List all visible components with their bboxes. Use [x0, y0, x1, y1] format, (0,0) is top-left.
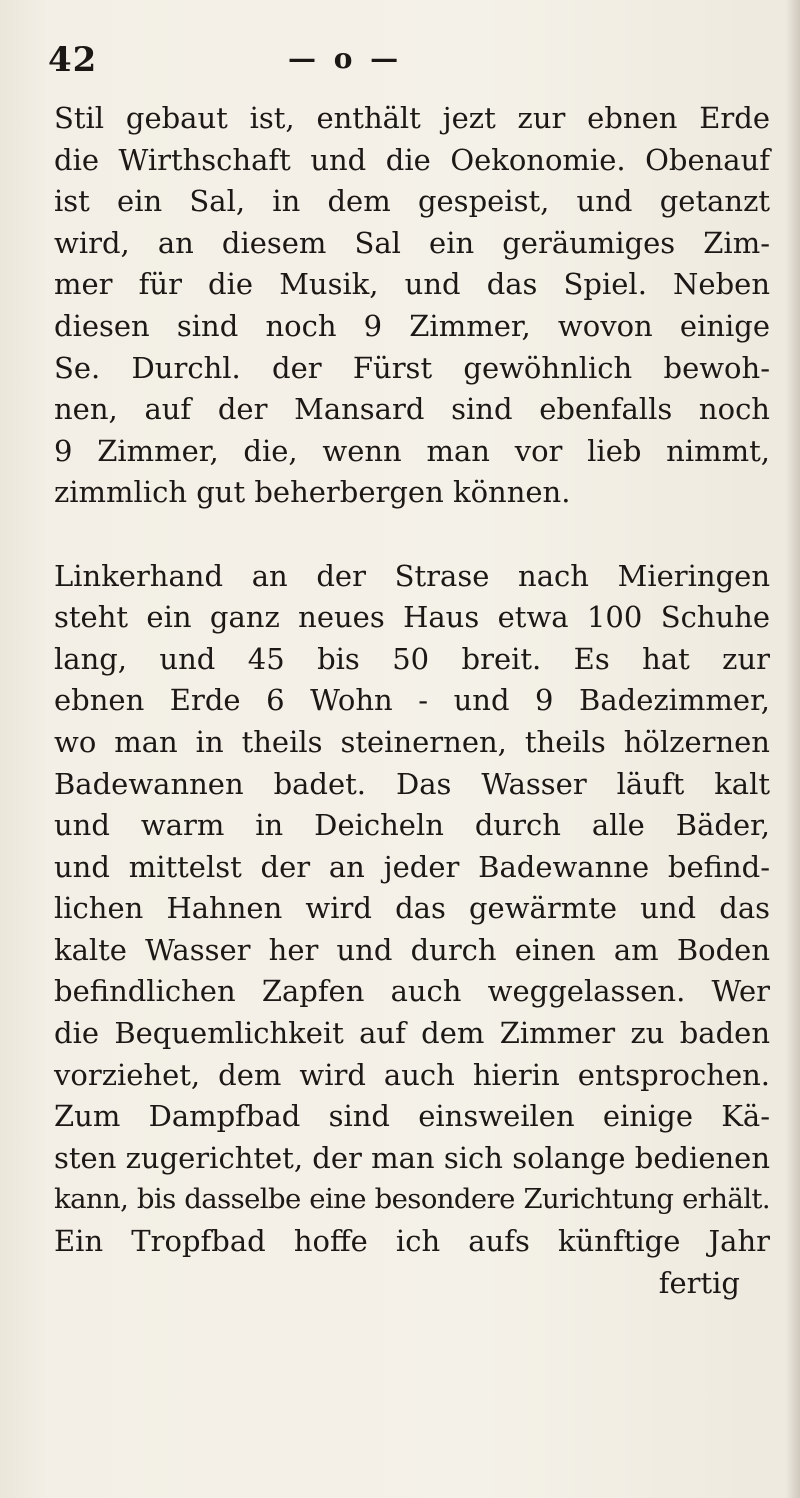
text-line: wird, an diesem Sal ein geräumiges Zim-	[54, 225, 770, 260]
text-line: und mittelst der an jeder Badewanne befind-	[54, 849, 770, 884]
text-line: Zum Dampfbad sind einsweilen einige Kä-	[54, 1099, 770, 1134]
text-line: Stil gebaut ist, enthält jezt zur ebnen Erde	[54, 101, 770, 135]
text-line: vorziehet, dem wird auch hierin entsprochen.	[54, 1057, 770, 1092]
text-line: Badewannen badet. Das Wasser läuft kalt	[54, 766, 770, 801]
text-line: Se. Durchl. der Fürst gewöhnlich bewoh-	[54, 350, 770, 385]
page-number: 42	[48, 40, 98, 80]
closing-word: fertig	[658, 1265, 740, 1300]
text-line: 9 Zimmer, die, wenn man vor lieb nimmt,	[54, 433, 770, 468]
page-header	[48, 40, 768, 90]
text-line: ebnen Erde 6 Wohn - und 9 Badezimmer,	[54, 683, 770, 718]
text-line: kalte Wasser her und durch einen am Boden	[54, 932, 770, 967]
text-line: die Bequemlichkeit auf dem Zimmer zu baden	[54, 1016, 770, 1051]
text-line: steht ein ganz neues Haus etwa 100 Schuhe	[54, 600, 770, 635]
body-text	[54, 98, 770, 1304]
text-line: mer für die Musik, und das Spiel. Neben	[54, 267, 770, 302]
text-line: ist ein Sal, in dem gespeist, und getanzt	[54, 184, 770, 219]
text-line: lang, und 45 bis 50 breit. Es hat zur	[54, 641, 770, 676]
paragraph-gap	[54, 514, 770, 556]
paragraph	[54, 98, 770, 514]
text-line: kann, bis dasselbe eine besondere Zurichtung erhält.	[54, 1183, 770, 1216]
text-line: wo man in theils steinernen, theils hölzernen	[54, 724, 770, 759]
page-edge-shadow	[786, 0, 800, 1498]
text-line: zimmlich gut beherbergen können.	[54, 475, 571, 510]
text-line: befindlichen Zapfen auch weggelassen. Wer	[54, 974, 770, 1009]
text-line: nen, auf der Mansard sind ebenfalls noch	[54, 392, 770, 427]
text-line: diesen sind noch 9 Zimmer, wovon einige	[54, 308, 770, 343]
text-line: lichen Hahnen wird das gewärmte und das	[54, 891, 770, 926]
text-line: Ein Tropfbad hoffe ich aufs künftige Jahr	[54, 1224, 770, 1259]
text-line: Linkerhand an der Strase nach Mieringen	[54, 558, 770, 593]
text-line: sten zugerichtet, der man sich solange bedienen	[54, 1140, 770, 1175]
paragraph	[54, 556, 770, 1305]
running-head: — o —	[288, 42, 403, 75]
text-line: die Wirthschaft und die Oekonomie. Obenauf	[54, 142, 770, 177]
text-line: und warm in Deicheln durch alle Bäder,	[54, 808, 770, 843]
